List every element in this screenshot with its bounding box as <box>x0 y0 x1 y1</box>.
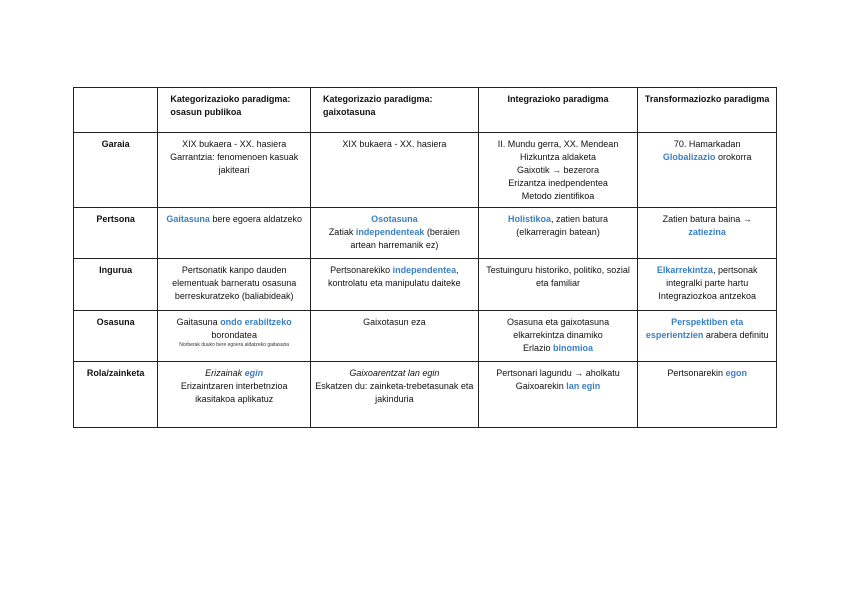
header-kategorizazio-osasun: Kategorizazioko paradigma: osasun publikoa <box>158 88 311 133</box>
cell-line: Osasuna eta gaixotasuna elkarrekintza dinamiko <box>507 317 610 340</box>
cell-text: (beraien artean harremanik ez) <box>350 227 460 250</box>
row-label: Osasuna <box>74 311 158 362</box>
highlight-text: ondo erabiltzeko <box>220 317 292 327</box>
cell-text: , kontrolatu eta manipulatu daiteke <box>328 265 461 288</box>
cell <box>311 362 479 428</box>
highlight-text: zatiezina <box>688 227 726 237</box>
cell-line: Erizantza inedpendentea <box>508 178 608 188</box>
cell-line: Erizaintzaren interbetnzioa ikasitakoa aplikatuz <box>180 381 288 404</box>
table-row-ingurua <box>74 259 777 311</box>
header-integrazio: Integrazioko paradigma <box>478 88 638 133</box>
cell <box>311 208 479 259</box>
cell <box>158 311 311 362</box>
cell-text: , zatien batura (elkarreragin batean) <box>516 214 609 237</box>
cell <box>478 362 638 428</box>
cell-line <box>162 367 306 380</box>
cell: Pertsonatik kanpo dauden elementuak barneratu osasuna berreskuratzeko (baliabideak) <box>158 259 311 311</box>
cell-text: arabera definitu <box>703 330 769 340</box>
cell-text: Erlazio <box>523 343 554 353</box>
cell-line: 70. Hamarkadan <box>673 139 741 149</box>
cell-line: Pertsonari lagundu → aholkatu <box>496 368 620 378</box>
cell: Gaixotasun eza <box>311 311 479 362</box>
cell-text: borondatea <box>211 330 257 340</box>
row-label: Rola/zainketa <box>74 362 158 428</box>
row-label: Garaia <box>74 133 158 208</box>
small-note: Norberak duuko bere egoera aldatzeko gaitasuna <box>179 342 290 348</box>
cell: Testuinguru historiko, politiko, sozial eta familiar <box>478 259 638 311</box>
highlight-text: Holistikoa <box>508 214 552 224</box>
cell-line <box>642 151 772 164</box>
highlight-text: Osotasuna <box>371 214 418 224</box>
highlight-text: Globalizazio <box>662 152 716 162</box>
cell-line: Hizkuntza aldaketa <box>520 152 597 162</box>
cell <box>158 362 311 428</box>
cell <box>638 311 777 362</box>
cell-text: orokorra <box>715 152 752 162</box>
row-label: Ingurua <box>74 259 158 311</box>
highlight-text: independentea <box>392 265 457 275</box>
highlight-text: lan egin <box>566 381 601 391</box>
cell <box>478 208 638 259</box>
cell <box>311 259 479 311</box>
header-kategorizazio-gaixotasuna: Kategorizazio paradigma: gaixotasuna <box>311 88 479 133</box>
cell <box>311 133 479 208</box>
cell <box>478 133 638 208</box>
table-row-osasuna <box>74 311 777 362</box>
cell <box>638 133 777 208</box>
table-row-pertsona <box>74 208 777 259</box>
table-row-rola <box>74 362 777 428</box>
row-label: Pertsona <box>74 208 158 259</box>
cell-line: Eskatzen du: zainketa-trebetasunak eta jakinduria <box>315 381 474 404</box>
table-row-garaia <box>74 133 777 208</box>
cell-line: II. Mundu gerra, XX. Mendean <box>497 139 619 149</box>
highlight-text: Perspektiben eta esperientzien <box>645 317 744 340</box>
highlight-text: egin <box>244 368 264 378</box>
highlight-text: independenteak <box>355 227 425 237</box>
cell-text: Zatiak <box>328 227 356 237</box>
cell-text: Gaixoarekin <box>515 381 567 391</box>
corner-cell <box>74 88 158 133</box>
cell-line: Gaixotik → bezerora <box>517 165 600 175</box>
cell <box>478 311 638 362</box>
cell <box>638 259 777 311</box>
highlight-text: egon <box>725 368 747 378</box>
header-transformazio: Transformaziozko paradigma <box>638 88 777 133</box>
cell-text: Gaitasuna <box>176 317 221 327</box>
cell-line: Metodo zientifikoa <box>521 191 595 201</box>
highlight-text: Elkarrekintza <box>656 265 713 275</box>
italic-text: Gaixoarentzat lan egin <box>349 368 440 378</box>
cell-text: Pertsonarekiko <box>330 265 393 275</box>
header-row <box>74 88 777 133</box>
cell-line: Garrantzia: fenomenoen kasuak jakiteari <box>170 152 299 175</box>
highlight-text: binomioa <box>553 343 594 353</box>
cell-text: , pertsonak integralki parte hartu Integraziozkoa antzekoa <box>658 265 758 301</box>
cell-line: XIX bukaera - XX. hasiera <box>342 139 447 149</box>
cell-line: XIX bukaera - XX. hasiera <box>182 139 287 149</box>
cell <box>158 208 311 259</box>
cell-text: bere egoera aldatzeko <box>209 214 302 224</box>
cell <box>638 362 777 428</box>
paradigm-table <box>73 87 777 428</box>
cell <box>638 208 777 259</box>
cell-text: Pertsonarekin <box>667 368 726 378</box>
highlight-text: Gaitasuna <box>166 214 210 224</box>
cell <box>158 133 311 208</box>
cell-line: Zatien batura baina → <box>662 214 752 224</box>
italic-text: Erizainak <box>205 368 245 378</box>
